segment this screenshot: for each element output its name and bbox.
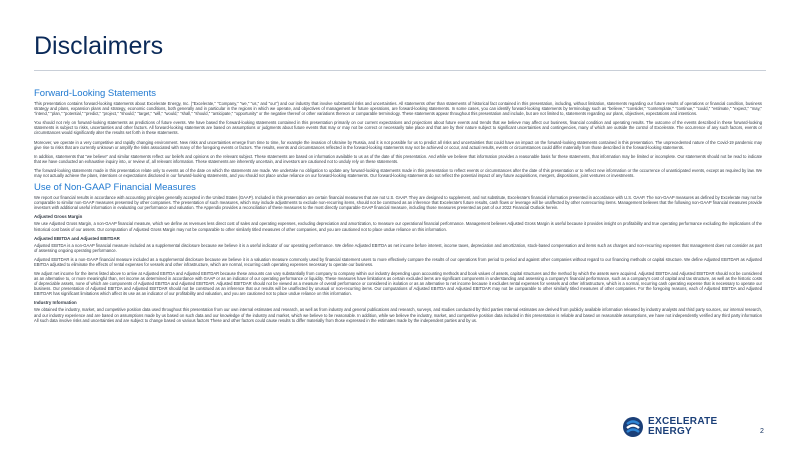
adjusted-ebitda-paragraph-2: Adjusted EBITDAR is a non-GAAP financial measure included as a supplemental disclosure because we believe it is a valuation measure commonly used by financial statement users to more effectively compare the results of our operations from period to period and against other companies without regard to our financing methods or capital structure. We define Adjusted EBITDAR as Adjusted EBITDA adjusted to eliminate the effects of rental expenses for vessels and other infrastructure, which are normal, recurring cash operating expenses necessary to operate our business.: [34, 256, 762, 267]
adjusted-ebitda-title: Adjusted EBITDA and Adjusted EBITDAR: [34, 235, 120, 241]
non-gaap-intro: We report our financial results in accordance with accounting principles generally accepted in the United States (GAAP). Included in this presentation are certain financial measures that are not U.S. GAAP. They are designed to supplement, and not substitute, Excelerate's financial information presented in accordance with U.S. GAAP. The non-GAAP measures as defined by Excelerate may not be comparable to similar non-GAAP measures presented by other companies. The presentation of such measures, which may include adjustments to exclude non-recurring items, should not be construed as an inference that Excelerate's future results, cash flows or leverage will be unaffected by other nonrecurring items. Management believes that the following non-GAAP financial measures provide investors with additional useful information in evaluating our performance and valuation. The Appendix provides a reconciliation of these measures to the most directly comparable GAAP financial measure, including those measures presented as part of our 2022 Financial Outlook herein.: [34, 195, 762, 211]
logo-wordmark: [648, 417, 718, 437]
page-number: 2: [760, 428, 764, 435]
industry-information-title: Industry Information: [34, 300, 77, 306]
adjusted-ebitda-paragraph-3: We adjust net income for the items listed above to arrive at Adjusted EBITDA and Adjusted EBITDAR because these amounts can vary substantially from company to company within our industry depending upon accounting methods and book values of assets, capital structures and the method by which the assets were acquired. Adjusted EBITDA and Adjusted EBITDAR should not be considered as an alternative to, or more meaningful than, net income as determined in accordance with GAAP or as an indicator of our operating performance or liquidity. These measures have limitations as certain excluded items are significant components in understanding and assessing a company's financial performance, such as a company's cost of capital and tax structure, as well as the historic costs of depreciable assets, none of which are components of Adjusted EBITDA and Adjusted EBITDAR. Adjusted EBITDAR should not be viewed as a measure of overall performance or considered in isolation or as an alternative to net income because it excludes rental expenses for vessels and other infrastructure, which is a normal, recurring cash operating expense that is necessary to operate our business. Our presentation of Adjusted EBITDA and Adjusted EBITDAR should not be construed as an inference that our results will be unaffected by unusual or non-recurring items. Our computations of Adjusted EBITDA and Adjusted EBITDAR may not be comparable to other similarly titled measures of other companies. For the foregoing reasons, each of Adjusted EBITDA and Adjusted EBITDAR has significant limitations which affect its use as an indicator of our profitability and valuation, and you are cautioned not to place undue reliance on this information.: [34, 270, 762, 297]
forward-looking-paragraph-4: In addition, statements that "we believe" and similar statements reflect our beliefs and opinions on the relevant subject. These statements are based on information available to us as of the date of this presentation. And while we believe that information provides a reasonable basis for these statements, that information may be limited or incomplete. Our statements should not be read to indicate that we have conducted an exhaustive inquiry into, or review of, all relevant information. These statements are inherently uncertain, and investors are cautioned not to unduly rely on these statements.: [34, 153, 762, 164]
forward-looking-paragraph-3: Moreover, we operate in a very competitive and rapidly changing environment. New risks and uncertainties emerge from time to time, for example the invasion of Ukraine by Russia, and it is not possible for us to predict all risks and uncertainties that could have an impact on the forward-looking statements contained in this presentation. The unprecedented nature of the Covid-19 pandemic may give rise to risks that are currently unknown or amplify the risks associated with many of the foregoing events or factors. The results, events and circumstances reflected in the forward-looking statements may not be achieved or occur, and actual results, events or circumstances could differ materially from those described in the forward-looking statements.: [34, 139, 762, 150]
adjusted-ebitda-paragraph-1: Adjusted EBITDA is a non-GAAP financial measure included as a supplemental disclosure because we believe it is a useful indicator of our operating performance. We define Adjusted EBITDA as net income before interest, income taxes, depreciation and amortization, stock-based compensation and items such as charges and non-recurring expenses that management does not consider as part of assessing ongoing operating performance.: [34, 242, 762, 253]
industry-information-text: We obtained the industry, market, and competitive position data used throughout this presentation from our own internal estimates and research, as well as from industry and general publications and research, surveys, and studies conducted by third parties Internal estimates are derived from publicly available information released by industry analysts and third party sources, our internal research, and our industry experience and are based on assumptions made by us based on such data and our knowledge of the industry and market, which we believe to be reasonable. In addition, while we believe the industry, market, and competitive position data included in this presentation is reliable and based on reasonable assumptions, we have not independently verified any third party information All such data involve risks and uncertainties and are subject to change based on various factors These and other factors could cause results to differ materially from those expressed in the estimates made by the independent parties and by us.: [34, 307, 762, 323]
company-logo: [622, 415, 742, 441]
logo-line-2: ENERGY: [648, 426, 693, 437]
forward-looking-paragraph-1: This presentation contains forward-looking statements about Excelerate Energy, Inc. ("Excelerate," "Company," "we," "us," and "our") and our industry that involve substantial risks and uncertainties. All statements other than statements of historical fact contained in this presentation, including, without limitation, statements regarding our future results of operations or financial condition, business strategy and plans, expansion plans and strategy, economic conditions, both generally and in particular in the regions in which we operate, and objectives of management for future operations, are forward-looking statements. In some cases, you can identify forward-looking statements by terminology such as "believe," "consider," "contemplate," "continue," "could," "estimate," "expect," "may," "intend," "plan," "potential," "predict," "project," "should," "target," "will," "would," "shall," "should," "anticipate," "opportunity" or the negative thereof or other variations thereon or comparable terminology. These statements appear throughout this presentation and include, but are not limited to, statements regarding our plans, objectives, expectations and intentions.: [34, 101, 762, 117]
adjusted-gross-margin-text: We use Adjusted Gross Margin, a non-GAAP financial measure, which we define as revenues less direct cost of sales and operating expenses, excluding depreciation and amortization, to measure our operational financial performance. Management believes Adjusted Gross Margin is useful because it provides insight on profitability and true operating performance excluding the implications of the historical cost basis of our assets. Our computation of Adjusted Gross Margin may not be comparable to other similarly titled measures of other companies, and you are cautioned not to place undue reliance on this information.: [34, 221, 762, 232]
adjusted-gross-margin-title: Adjusted Gross Margin: [34, 214, 83, 220]
title-divider: [34, 70, 766, 71]
forward-looking-paragraph-5: The forward-looking statements made in this presentation relate only to events as of the date on which the statements are made. We undertake no obligation to update any forward-looking statements made in this presentation to reflect events or circumstances after the date of this presentation or to reflect new information or the occurrence of unanticipated events, except as required by law. We may not actually achieve the plans, intentions or expectations disclosed in our forward-looking statements, and you should not place undue reliance on our forward-looking statements. Our forward-looking statements do not reflect the potential impact of any future acquisitions, mergers, dispositions, joint ventures or investments.: [34, 167, 762, 179]
disclaimer-content: [34, 88, 762, 327]
logo-line-1: EXCELERATE: [648, 416, 718, 427]
non-gaap-heading: Use of Non-GAAP Financial Measures: [34, 182, 196, 194]
page-title: Disclaimers: [34, 32, 164, 60]
logo-mark-icon: [622, 416, 644, 438]
forward-looking-heading: Forward-Looking Statements: [34, 88, 156, 99]
forward-looking-paragraph-2: You should not rely on forward-looking statements as predictions of future events. We have based the forward-looking statements contained in this presentation primarily on our current expectations and projections about future events and trends that we believe may affect our business, financial condition and operating results. The outcome of the events described in these forward-looking statements is subject to risks, uncertainties and other factors. All forward-looking statements are based on assumptions or judgments about future events that may or may not be correct or necessarily take place and that are by their nature subject to significant uncertainties and contingencies, many of which are outside the control of Excelerate. The occurrence of any such factors, events or circumstances would significantly alter the results set forth in these statements.: [34, 120, 762, 136]
